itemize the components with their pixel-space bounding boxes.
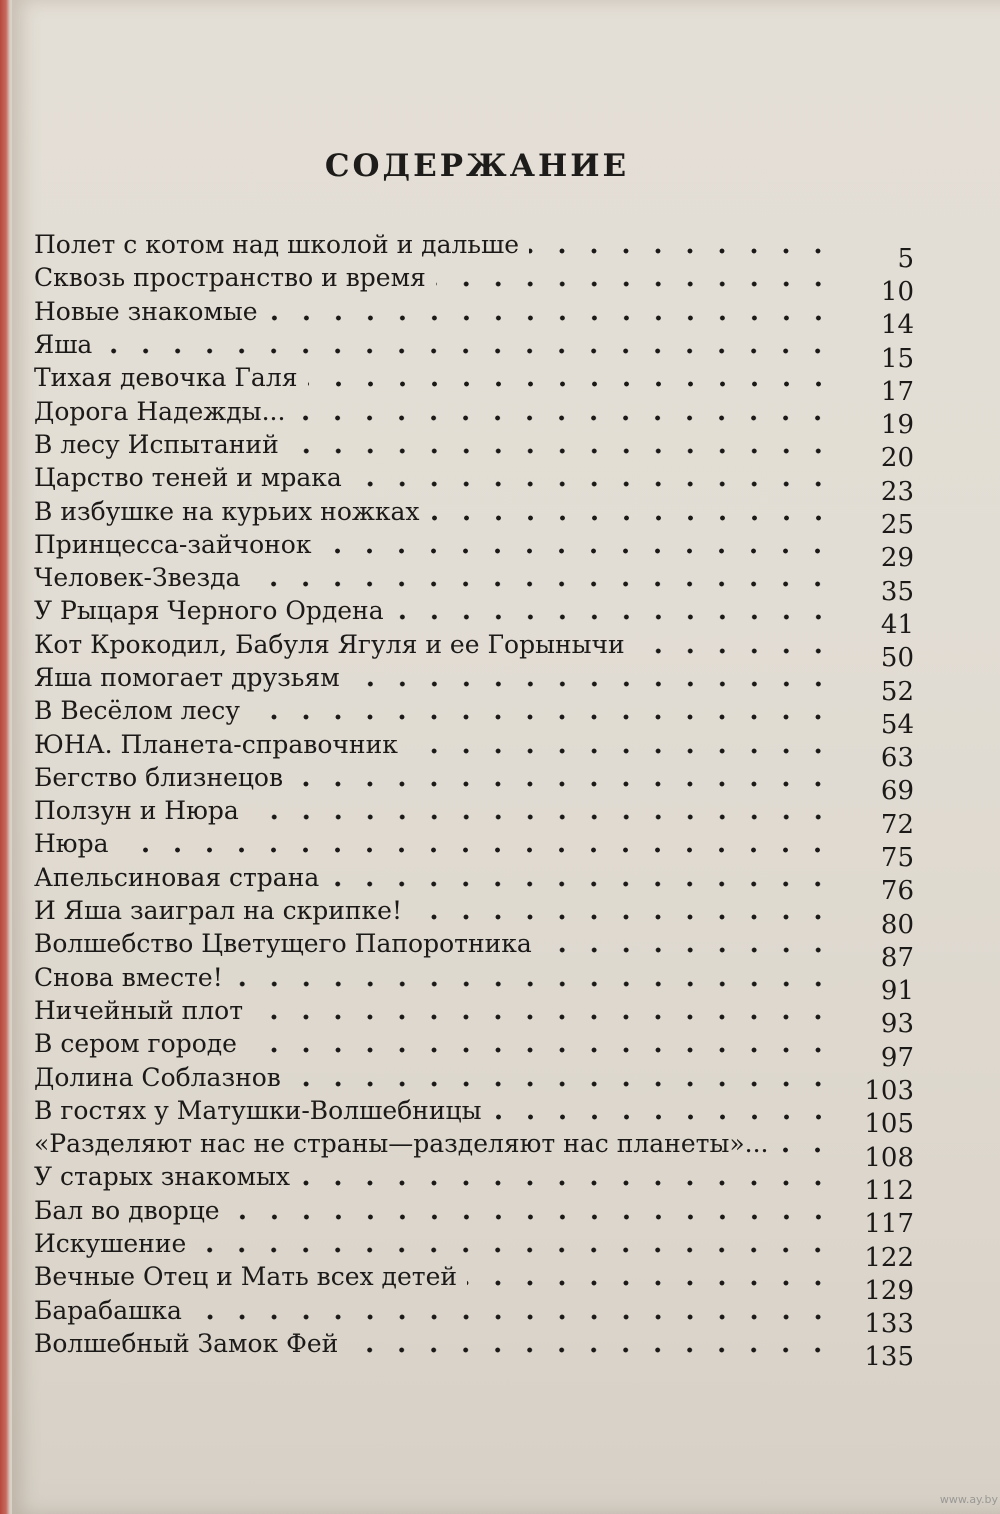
toc-entry-title: Сквозь пространство и время	[34, 263, 426, 293]
toc-entry-title: Бегство близнецов	[34, 762, 284, 792]
dot-leader	[635, 628, 834, 661]
page-title: СОДЕРЖАНИЕ	[324, 148, 630, 184]
toc-entry-title: Дорога Надежды...	[34, 396, 286, 426]
toc-entry	[34, 927, 914, 973]
toc-entry-page: 117	[864, 1209, 914, 1240]
table-of-contents	[34, 228, 914, 1373]
toc-entry-page: 25	[880, 510, 914, 541]
toc-entry-page: 54	[880, 709, 914, 740]
toc-entry-page: 87	[880, 942, 914, 973]
dot-leader	[250, 561, 834, 594]
toc-entry-page: 80	[880, 909, 914, 940]
toc-entry	[34, 1094, 914, 1140]
dot-leader	[192, 1294, 834, 1327]
toc-entry-title: Новые знакомые	[34, 296, 258, 326]
toc-entry	[34, 328, 914, 374]
toc-entry	[34, 827, 914, 873]
toc-entry-title: Принцесса-зайчонок	[34, 529, 312, 559]
toc-entry-title: В гостях у Матушки-Волшебницы	[34, 1095, 482, 1125]
toc-entry-page: 10	[880, 276, 914, 307]
toc-entry-title: Долина Соблазнов	[34, 1062, 281, 1092]
dot-leader	[253, 994, 834, 1027]
toc-entry-page: 93	[880, 1009, 914, 1040]
toc-entry-title: И Яша заиграл на скрипке!	[34, 896, 403, 926]
toc-entry-page: 103	[864, 1076, 914, 1107]
toc-entry-title: В сером городе	[34, 1029, 237, 1059]
dot-leader	[268, 295, 834, 328]
toc-entry-title: У старых знакомых	[34, 1162, 291, 1192]
toc-entry-title: В лесу Испытаний	[34, 429, 279, 459]
toc-entry-title: Снова вместе!	[34, 962, 223, 992]
toc-entry-title: Ползун и Нюра	[34, 796, 239, 826]
toc-entry-page: 112	[864, 1175, 914, 1206]
dot-leader	[289, 428, 834, 461]
dot-leader	[778, 1127, 834, 1160]
toc-entry-page: 19	[880, 410, 914, 441]
toc-entry	[34, 861, 914, 907]
toc-entry	[34, 494, 914, 541]
toc-entry-title: Человек-Звезда	[34, 563, 241, 593]
dot-leader	[394, 594, 834, 627]
toc-entry-page: 75	[880, 842, 914, 873]
toc-entry-page: 50	[880, 643, 914, 674]
toc-entry-page: 41	[880, 609, 914, 640]
toc-entry	[34, 894, 914, 940]
toc-entry-title: Тихая девочка Галя	[34, 363, 298, 393]
dot-leader	[430, 495, 835, 528]
toc-entry	[34, 794, 914, 840]
dot-leader	[300, 1160, 834, 1193]
toc-entry	[34, 1327, 914, 1373]
toc-entry-title: Царство теней и мрака	[34, 463, 342, 493]
toc-entry	[34, 461, 914, 507]
toc-entry-page: 135	[864, 1342, 914, 1373]
toc-entry-page: 23	[880, 476, 914, 507]
dot-leader	[321, 528, 834, 561]
dot-leader	[196, 1227, 834, 1260]
toc-entry	[34, 561, 914, 607]
toc-entry-title: Вечные Отец и Мать всех детей	[34, 1262, 458, 1292]
dot-leader	[352, 461, 834, 494]
toc-entry	[34, 761, 914, 807]
toc-entry	[34, 1127, 914, 1173]
dot-leader	[293, 761, 834, 794]
dot-leader	[295, 395, 834, 428]
dot-leader	[412, 894, 834, 927]
toc-entry-title: Яша помогает друзьям	[34, 663, 340, 692]
dot-leader	[408, 728, 834, 761]
toc-entry	[34, 727, 914, 774]
dot-leader	[233, 961, 834, 994]
toc-entry-page: 29	[880, 543, 914, 574]
toc-entry-page: 76	[880, 876, 914, 907]
dot-leader	[436, 261, 834, 294]
toc-entry	[34, 1260, 914, 1306]
toc-entry-page: 97	[880, 1042, 914, 1073]
toc-entry	[34, 694, 914, 740]
dot-leader	[529, 228, 834, 261]
toc-entry-page: 72	[880, 809, 914, 840]
toc-entry-page: 122	[864, 1242, 914, 1273]
dot-leader	[348, 1327, 834, 1360]
toc-entry-title: В избушке на курьих ножках	[34, 496, 420, 526]
toc-entry-page: 15	[880, 343, 914, 374]
page	[12, 0, 1000, 1514]
dot-leader	[118, 827, 834, 860]
toc-entry	[34, 961, 914, 1007]
toc-entry-title: В Весёлом лесу	[34, 696, 240, 726]
toc-entry-page: 14	[880, 310, 914, 341]
dot-leader	[230, 1194, 834, 1227]
dot-leader	[542, 927, 834, 960]
toc-entry	[34, 295, 914, 341]
toc-entry-title: Апельсиновая страна	[34, 862, 320, 892]
dot-leader	[308, 361, 835, 394]
toc-entry	[34, 661, 914, 707]
dot-leader	[291, 1061, 834, 1094]
dot-leader	[247, 1027, 834, 1060]
toc-entry-page: 91	[880, 976, 914, 1007]
toc-entry-page: 52	[880, 676, 914, 707]
toc-entry-title: У Рыцаря Черного Ордена	[34, 596, 384, 626]
toc-entry	[34, 428, 914, 474]
toc-entry-page: 63	[880, 743, 914, 774]
toc-entry-page: 108	[864, 1142, 914, 1173]
toc-entry-title: Яша	[34, 330, 93, 360]
toc-entry	[34, 1194, 914, 1240]
toc-entry-title: Барабашка	[34, 1295, 182, 1325]
toc-entry-page: 105	[864, 1109, 914, 1140]
toc-entry-page: 5	[897, 243, 914, 274]
toc-entry-page: 69	[880, 776, 914, 807]
toc-entry-page: 20	[880, 443, 914, 474]
toc-entry-page: 35	[880, 576, 914, 607]
toc-entry	[34, 628, 914, 674]
toc-entry-page: 17	[880, 376, 914, 407]
toc-entry	[34, 1027, 914, 1073]
toc-entry	[34, 1227, 914, 1273]
toc-entry-title: Полет с котом над школой и дальше	[34, 230, 520, 260]
toc-entry-title: ЮНА. Планета-справочник	[34, 729, 398, 759]
toc-entry	[34, 528, 914, 574]
dot-leader	[492, 1094, 835, 1127]
toc-entry	[34, 361, 914, 407]
toc-entry-title: Искушение	[34, 1229, 187, 1259]
toc-entry	[34, 994, 914, 1040]
toc-entry	[34, 1160, 914, 1206]
dot-leader	[329, 861, 834, 894]
toc-entry-title: Волшебный Замок Фей	[34, 1328, 339, 1358]
toc-entry-title: Ничейный плот	[34, 995, 244, 1025]
watermark: www.ay.by	[939, 1493, 998, 1506]
toc-entry-page: 133	[864, 1309, 914, 1340]
dot-leader	[467, 1260, 834, 1293]
toc-entry-title: Кот Крокодил, Бабуля Ягуля и ее Горынычи	[34, 629, 625, 659]
dot-leader	[102, 328, 834, 361]
dot-leader	[350, 661, 834, 694]
toc-entry	[34, 1294, 914, 1340]
toc-entry	[34, 394, 914, 441]
toc-entry-title: Бал во дворце	[34, 1195, 220, 1225]
toc-entry-title: Волшебство Цветущего Папоротника	[34, 929, 532, 959]
dot-leader	[250, 694, 834, 727]
dot-leader	[249, 794, 834, 827]
toc-entry-page: 129	[864, 1275, 914, 1306]
toc-entry	[34, 261, 914, 307]
toc-entry-title: «Разделяют нас не страны—разделяют нас планеты»...	[34, 1129, 769, 1159]
toc-entry-title: Нюра	[34, 829, 109, 859]
toc-entry	[34, 1060, 914, 1107]
toc-entry	[34, 594, 914, 640]
toc-entry	[34, 228, 914, 274]
